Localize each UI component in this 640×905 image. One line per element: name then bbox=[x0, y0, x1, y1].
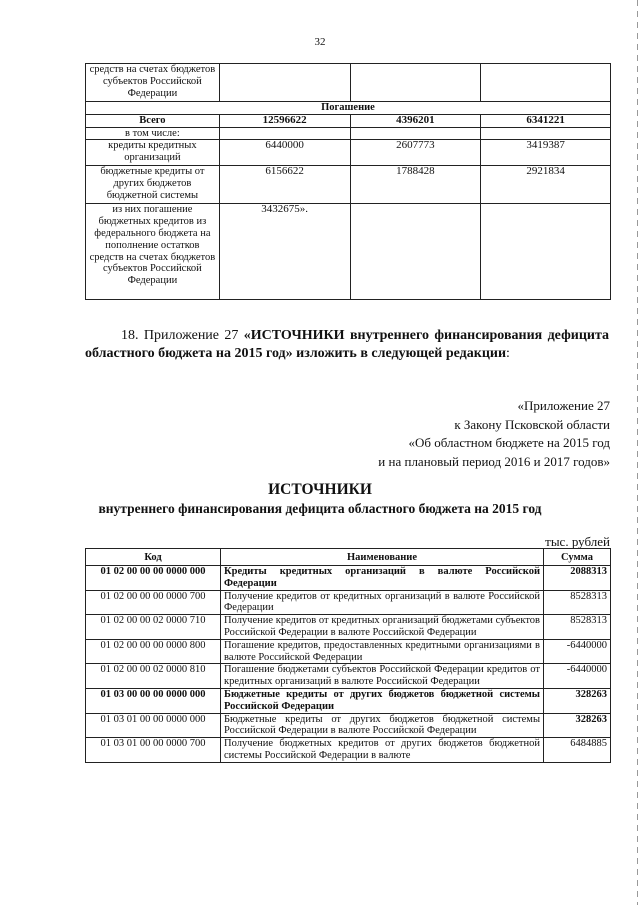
paragraph-prefix: 18. Приложение 27 bbox=[121, 328, 244, 343]
row-label: в том числе: bbox=[86, 127, 220, 140]
header-name: Наименование bbox=[221, 549, 544, 566]
units-label: тыс. рублей bbox=[545, 534, 610, 549]
value-2017: 6341221 bbox=[481, 114, 611, 127]
header-code: Код bbox=[86, 549, 221, 566]
row-label: из них погашение бюджетных кредитов из федерального бюджета на пополнение остатков средств на счетах бюджетов субъектов Российской Федерации bbox=[86, 204, 220, 300]
appendix-line: «Приложение 27 bbox=[517, 398, 610, 413]
table-row bbox=[86, 688, 611, 713]
value-2016: 1788428 bbox=[350, 166, 481, 204]
row-sum: -6440000 bbox=[544, 639, 611, 664]
row-sum: 8528313 bbox=[544, 590, 611, 615]
page-number: 32 bbox=[314, 36, 326, 48]
borrowing-table bbox=[85, 63, 611, 300]
table-row bbox=[86, 639, 611, 664]
value-2016: 4396201 bbox=[350, 114, 481, 127]
header-sum: Сумма bbox=[544, 549, 611, 566]
appendix-line: «Об областном бюджете на 2015 год bbox=[408, 435, 610, 450]
table-row bbox=[86, 566, 611, 591]
doc-title: ИСТОЧНИКИ bbox=[268, 481, 372, 498]
row-name: Погашение кредитов, предоставленных кредитными организациями в валюте Российской Федерации bbox=[221, 639, 544, 664]
row-code: 01 03 01 00 00 0000 700 bbox=[86, 738, 221, 763]
row-sum: -6440000 bbox=[544, 664, 611, 689]
row-name: Бюджетные кредиты от других бюджетов бюджетной системы Российской Федерации bbox=[221, 688, 544, 713]
table-row bbox=[86, 127, 611, 140]
value-2017: 2921834 bbox=[481, 166, 611, 204]
table-row bbox=[86, 166, 611, 204]
table-row bbox=[86, 615, 611, 640]
table-row bbox=[86, 738, 611, 763]
section-label: Погашение bbox=[86, 102, 611, 115]
doc-subtitle: внутреннего финансирования дефицита областного бюджета на 2015 год bbox=[98, 501, 542, 516]
row-name: Погашение бюджетами субъектов Российской Федерации кредитов от кредитных организаций в валюте Российской Федерации bbox=[221, 664, 544, 689]
row-name: Получение бюджетных кредитов от других бюджетов бюджетной системы Российской Федерации в валюте bbox=[221, 738, 544, 763]
header-row bbox=[86, 549, 611, 566]
table-row bbox=[86, 114, 611, 127]
row-code: 01 02 00 00 00 0000 000 bbox=[86, 566, 221, 591]
table-row bbox=[86, 64, 611, 102]
value-2015: 6156622 bbox=[219, 166, 350, 204]
row-code: 01 03 00 00 00 0000 000 bbox=[86, 688, 221, 713]
row-name: Получение кредитов от кредитных организаций бюджетами субъектов Российской Федерации в валюте Российской Федерации bbox=[221, 615, 544, 640]
row-sum: 328263 bbox=[544, 688, 611, 713]
row-label: Всего bbox=[86, 114, 220, 127]
row-name: Получение кредитов от кредитных организаций в валюте Российской Федерации bbox=[221, 590, 544, 615]
appendix-line: и на плановый период 2016 и 2017 годов» bbox=[378, 453, 610, 469]
row-sum: 2088313 bbox=[544, 566, 611, 591]
row-code: 01 02 00 00 02 0000 810 bbox=[86, 664, 221, 689]
row-label: кредиты кредитных организаций bbox=[86, 140, 220, 166]
row-sum: 6484885 bbox=[544, 738, 611, 763]
row-label: бюджетные кредиты от других бюджетов бюджетной системы bbox=[86, 166, 220, 204]
scan-edge-line bbox=[637, 0, 638, 905]
row-code: 01 02 00 00 02 0000 710 bbox=[86, 615, 221, 640]
value-2015: 6440000 bbox=[219, 140, 350, 166]
paragraph-bold: «ИСТОЧНИКИ внутреннего финансирования дефицита областного бюджета на 2015 год» изложить в следующей редакции bbox=[85, 328, 610, 361]
appendix-line: к Закону Псковской области bbox=[454, 416, 610, 432]
table-row bbox=[86, 590, 611, 615]
table-row bbox=[86, 204, 611, 300]
appendix-reference bbox=[378, 397, 610, 471]
table-row bbox=[86, 713, 611, 738]
amendment-paragraph bbox=[85, 327, 609, 363]
row-name: Бюджетные кредиты от других бюджетов бюджетной системы Российской Федерации в валюте Российской Федерации bbox=[221, 713, 544, 738]
section-row bbox=[86, 102, 611, 115]
value-2017: 3419387 bbox=[481, 140, 611, 166]
value-2016: 2607773 bbox=[350, 140, 481, 166]
row-sum: 8528313 bbox=[544, 615, 611, 640]
row-code: 01 03 01 00 00 0000 000 bbox=[86, 713, 221, 738]
value-2015: 3432675». bbox=[219, 204, 350, 300]
sources-table bbox=[85, 548, 611, 763]
row-label: средств на счетах бюджетов субъектов Российской Федерации bbox=[86, 64, 220, 102]
table-row bbox=[86, 664, 611, 689]
value-2015: 12596622 bbox=[219, 114, 350, 127]
row-code: 01 02 00 00 00 0000 700 bbox=[86, 590, 221, 615]
row-sum: 328263 bbox=[544, 713, 611, 738]
table-row bbox=[86, 140, 611, 166]
paragraph-suffix: : bbox=[506, 346, 510, 361]
row-code: 01 02 00 00 00 0000 800 bbox=[86, 639, 221, 664]
row-name: Кредиты кредитных организаций в валюте Российской Федерации bbox=[221, 566, 544, 591]
